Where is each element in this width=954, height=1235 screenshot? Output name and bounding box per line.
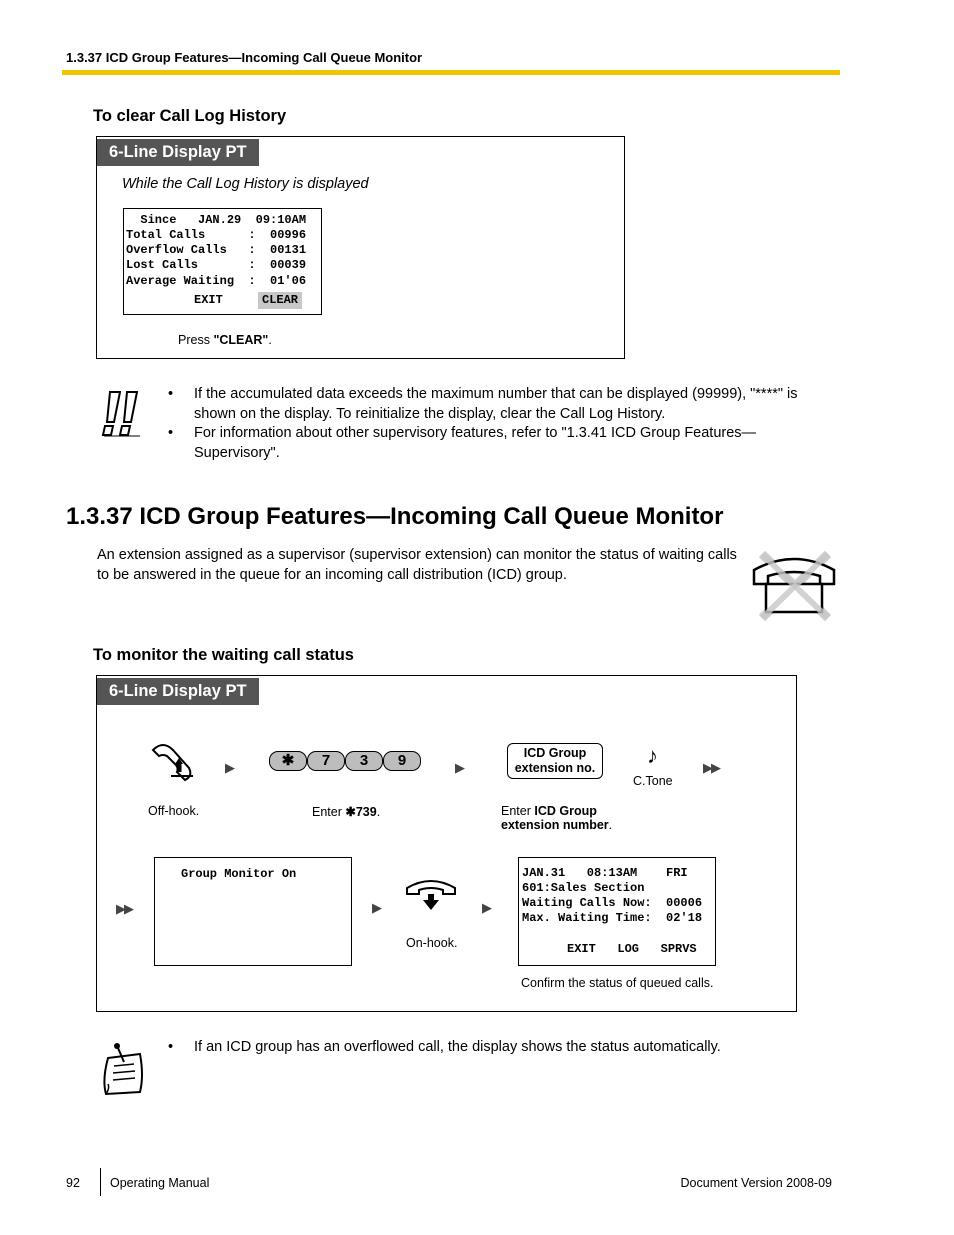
enter-prefix: Enter bbox=[312, 805, 346, 819]
press-key: "CLEAR" bbox=[213, 333, 269, 347]
enter-icd-caption bbox=[501, 804, 651, 832]
status-soft-keys[interactable]: EXIT LOG SPRVS bbox=[567, 942, 697, 956]
header-rule bbox=[62, 70, 840, 75]
icd-group-extension-button[interactable] bbox=[507, 743, 603, 779]
status-line-waiting: Waiting Calls Now: 00006 bbox=[522, 896, 703, 910]
lcd-line-overflow: Overflow Calls : 00131 bbox=[126, 243, 307, 257]
section-description: An extension assigned as a supervisor (supervisor extension) can monitor the status of waiting calls to be answered in the queue for an incoming call distribution (ICD) group. bbox=[97, 547, 737, 583]
exit-soft-key[interactable]: EXIT bbox=[194, 293, 223, 307]
group-monitor-lcd bbox=[154, 857, 352, 966]
enter-icd-prefix: Enter bbox=[501, 804, 535, 818]
digit-key-3[interactable]: 3 bbox=[345, 751, 383, 771]
status-line-group: 601:Sales Section bbox=[522, 881, 645, 895]
digit-key-9[interactable]: 9 bbox=[383, 751, 421, 771]
monitor-heading: To monitor the waiting call status bbox=[93, 646, 354, 664]
notice-exclamation-icon bbox=[100, 390, 142, 438]
notice-bullet: • For information about other supervisory features, refer to "1.3.41 ICD Group Features—Supervisory". bbox=[168, 424, 833, 463]
step-arrow: ▶ bbox=[372, 900, 382, 915]
confirm-caption: Confirm the status of queued calls. bbox=[521, 976, 714, 990]
star-key[interactable]: ✱ bbox=[269, 751, 307, 771]
notice-bullets bbox=[168, 385, 833, 463]
tone-label: C.Tone bbox=[633, 774, 673, 788]
confirmation-tone-icon: ♪ bbox=[647, 743, 658, 768]
enter-icd-suffix: . bbox=[608, 818, 613, 832]
document-version: Document Version 2008-09 bbox=[680, 1176, 832, 1190]
continue-arrow: ▶▶ bbox=[116, 901, 132, 916]
step-arrow: ▶ bbox=[225, 760, 235, 775]
lcd-line-lost: Lost Calls : 00039 bbox=[126, 258, 307, 272]
enter-code-caption bbox=[312, 804, 380, 819]
clear-log-procedure-box bbox=[96, 136, 625, 359]
lcd-line-total: Total Calls : 00996 bbox=[126, 228, 307, 242]
crossed-telephone-icon bbox=[748, 548, 840, 624]
offhook-caption: Off-hook. bbox=[148, 804, 200, 818]
status-line-date: JAN.31 08:13AM FRI bbox=[522, 866, 688, 880]
note-bullets bbox=[168, 1038, 833, 1058]
display-pt-tab: 6-Line Display PT bbox=[97, 678, 259, 705]
on-hook-handset-icon bbox=[405, 878, 457, 912]
notice-bullet: • If the accumulated data exceeds the maximum number that can be displayed (99999), "****" is shown on the display. To reinitialize the display, clear the Call Log History. bbox=[168, 385, 833, 424]
icd-btn-line2: extension no. bbox=[514, 761, 596, 775]
queue-status-lcd bbox=[518, 857, 716, 966]
off-hook-handset-icon bbox=[149, 742, 197, 782]
footer-divider bbox=[100, 1168, 101, 1196]
press-suffix: . bbox=[268, 333, 272, 347]
group-monitor-line: Group Monitor On bbox=[181, 867, 297, 881]
press-prefix: Press bbox=[178, 333, 214, 347]
display-pt-tab: 6-Line Display PT bbox=[97, 139, 259, 166]
clear-log-intro: While the Call Log History is displayed bbox=[122, 176, 369, 192]
icd-btn-line1: ICD Group bbox=[523, 746, 587, 760]
lcd-line-since: Since JAN.29 09:10AM bbox=[126, 213, 307, 227]
clear-soft-key[interactable]: CLEAR bbox=[258, 292, 302, 309]
dial-keys bbox=[269, 751, 421, 771]
note-bullet: • If an ICD group has an overflowed call, the display shows the status automatically. bbox=[168, 1038, 833, 1058]
step-arrow: ▶ bbox=[455, 760, 465, 775]
running-header: 1.3.37 ICD Group Features—Incoming Call Queue Monitor bbox=[66, 50, 423, 65]
manual-title: Operating Manual bbox=[110, 1176, 210, 1190]
enter-icd-bold: ICD Group extension number bbox=[501, 804, 609, 832]
continue-arrow: ▶▶ bbox=[703, 760, 719, 775]
clear-log-heading: To clear Call Log History bbox=[93, 107, 287, 125]
call-log-lcd bbox=[123, 208, 322, 315]
monitor-procedure-box bbox=[96, 675, 797, 1012]
step-arrow: ▶ bbox=[482, 900, 492, 915]
digit-key-7[interactable]: 7 bbox=[307, 751, 345, 771]
section-title: 1.3.37 ICD Group Features—Incoming Call Queue Monitor bbox=[66, 503, 724, 530]
press-clear-caption bbox=[178, 333, 272, 347]
note-memo-icon bbox=[100, 1040, 148, 1098]
onhook-caption: On-hook. bbox=[406, 936, 458, 950]
page-number: 92 bbox=[66, 1176, 80, 1190]
lcd-line-average: Average Waiting : 01'06 bbox=[126, 274, 307, 288]
status-line-max-time: Max. Waiting Time: 02'18 bbox=[522, 911, 703, 925]
enter-code: ✱739 bbox=[345, 805, 377, 819]
enter-suffix: . bbox=[376, 805, 381, 819]
